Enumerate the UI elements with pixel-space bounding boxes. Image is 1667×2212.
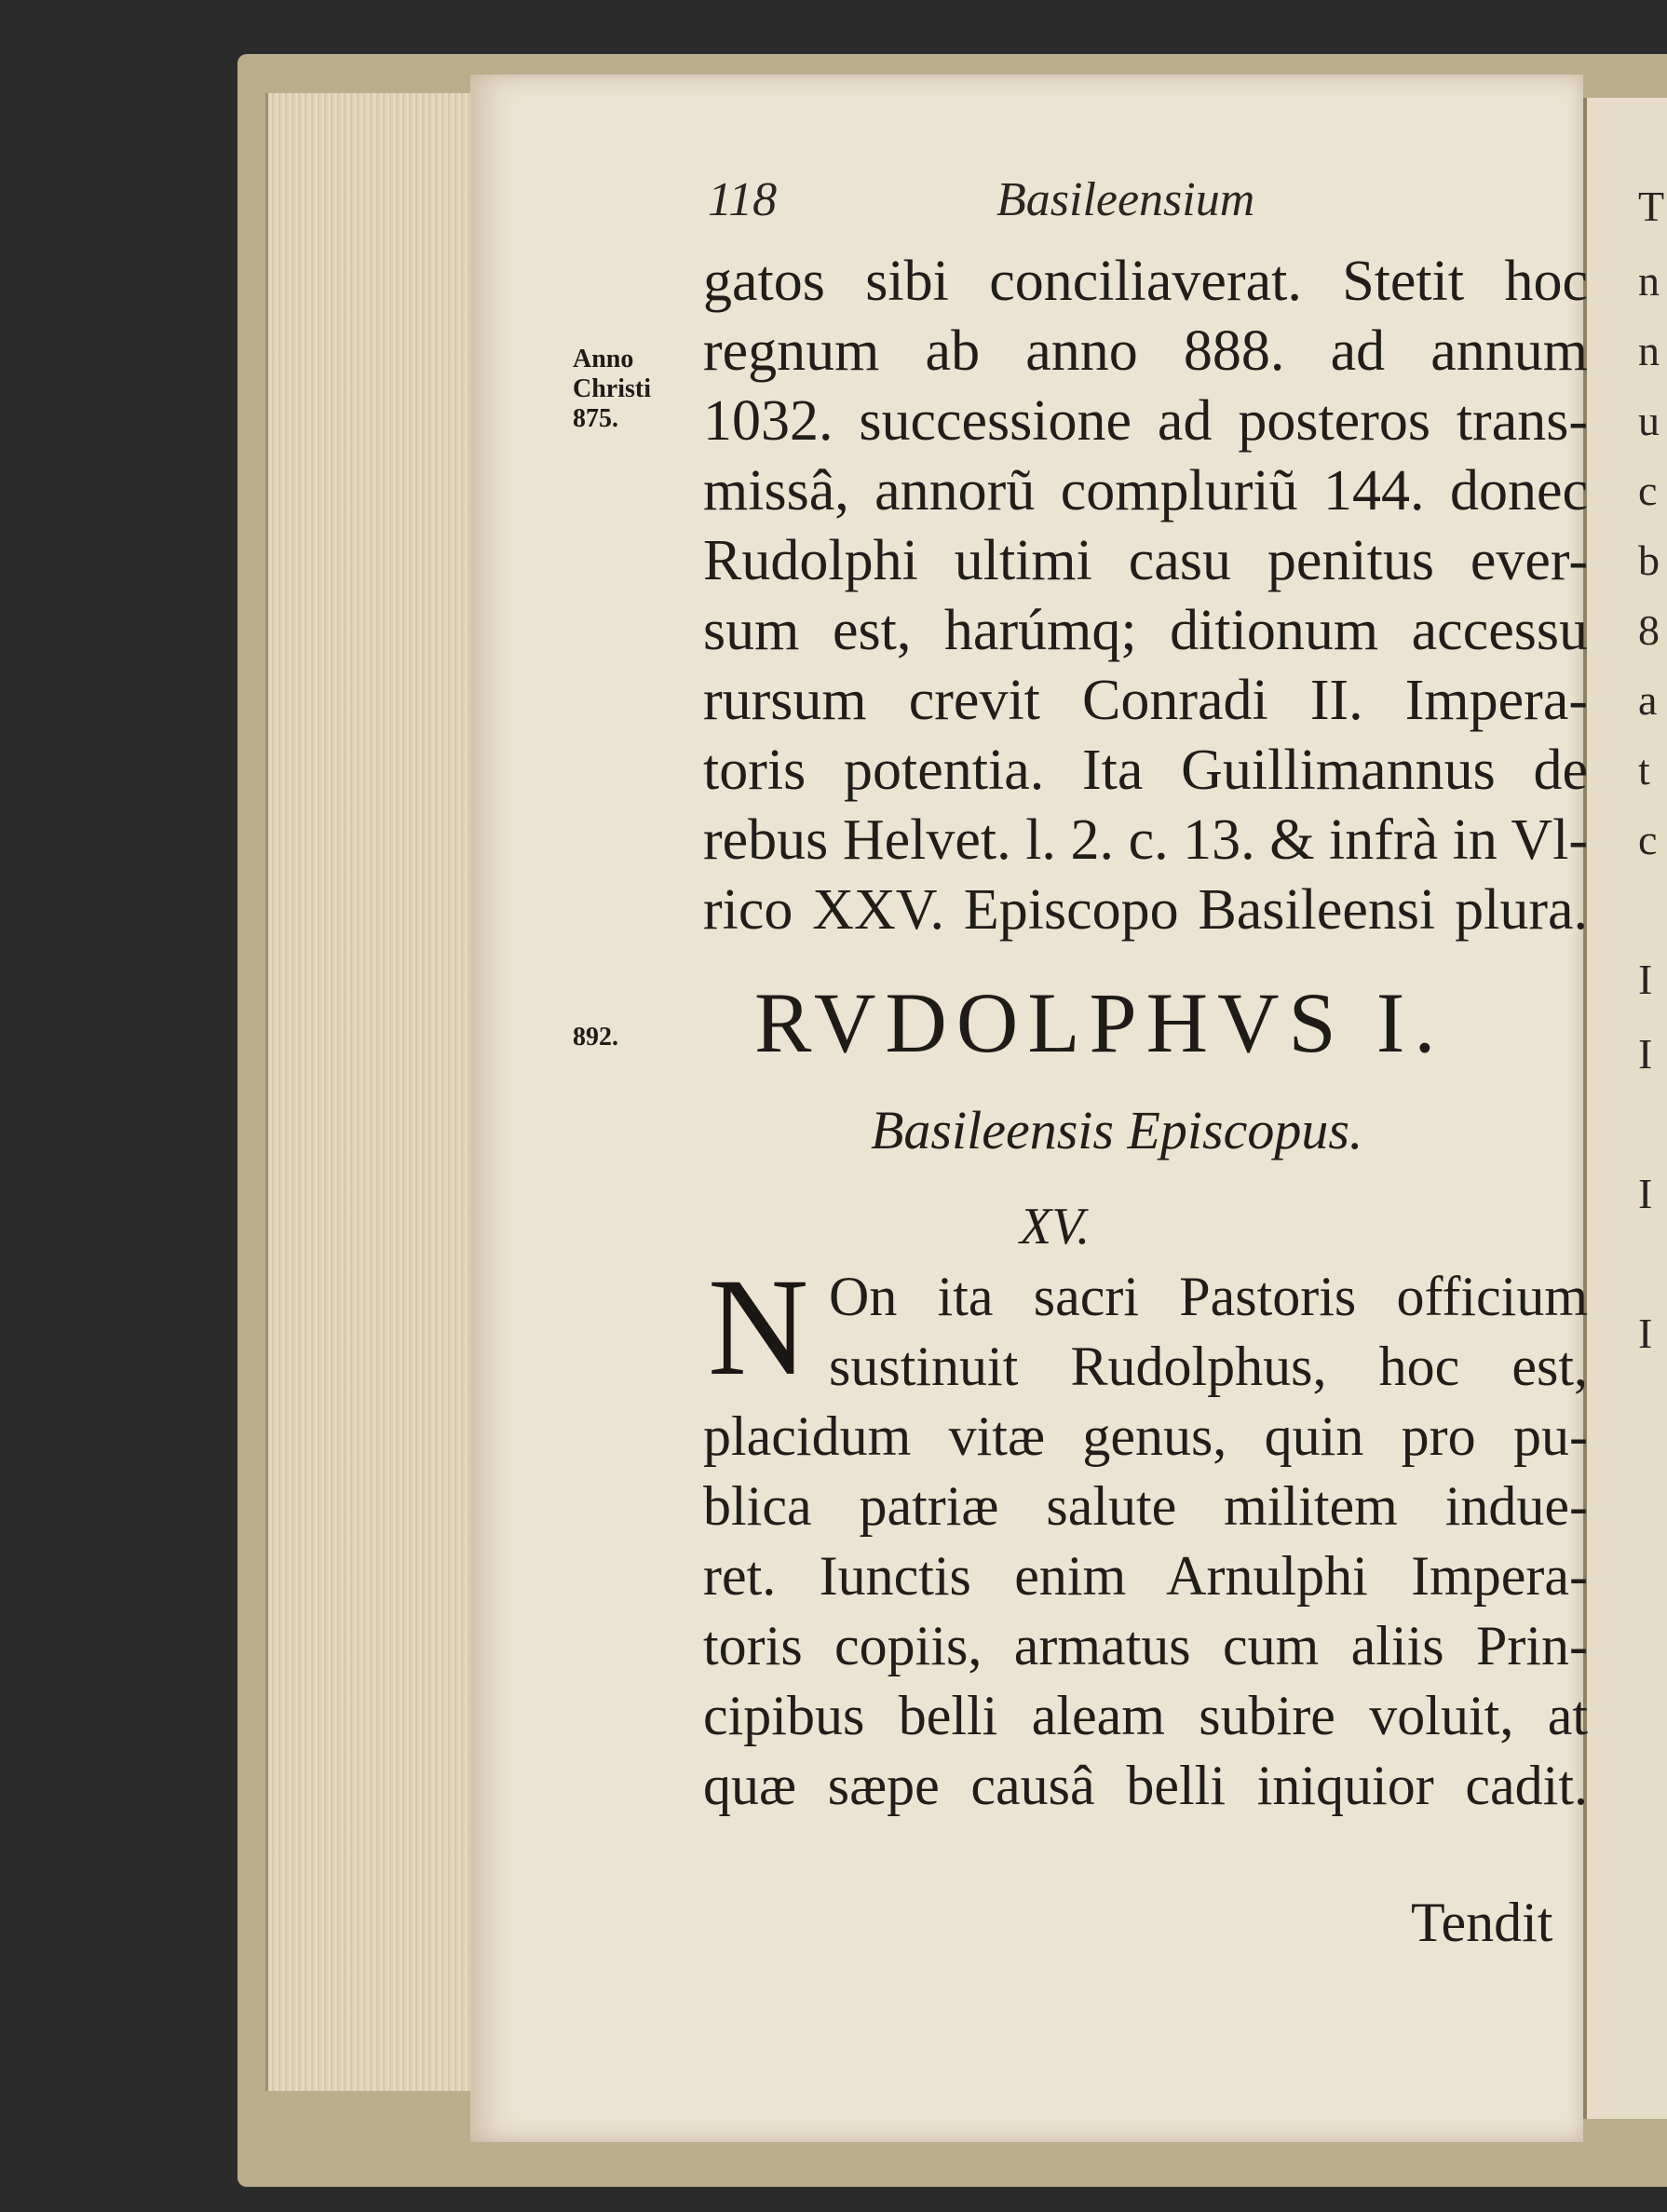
text-line: regnum ab anno 888. ad annum <box>703 319 1588 383</box>
next-page-fragment: a <box>1638 676 1658 724</box>
running-header <box>708 172 1583 237</box>
section-subheading: Basileensis Episcopus. <box>871 1100 1363 1160</box>
text-line: toris potentia. Ita Guillimannus de <box>703 739 1588 802</box>
text-line: Rudolphi ultimi casu penitus ever- <box>703 529 1588 592</box>
margin-year-875: 875. <box>573 404 618 433</box>
drop-cap: N <box>708 1250 809 1405</box>
text-line: rebus Helvet. l. 2. c. 13. & infrà in Vl- <box>703 808 1588 872</box>
text-line: rursum crevit Conradi II. Impera- <box>703 669 1588 732</box>
page-number: 118 <box>708 173 778 226</box>
next-page-fragment: c <box>1638 816 1658 863</box>
next-page-fragment: I <box>1638 956 1653 1003</box>
next-page-fragment: I <box>1638 1310 1653 1357</box>
continuation-text <box>703 247 1588 945</box>
next-page-fragment: b <box>1638 536 1660 584</box>
text-line: rico XXV. Episcopo Basileensi plura. <box>703 878 1588 942</box>
margin-christi: Christi <box>573 374 651 403</box>
next-page-fragment: t <box>1638 746 1650 794</box>
text-line: blica patriæ salute militem indue- <box>703 1475 1588 1537</box>
text-line: ret. Iunctis enim Arnulphi Impera- <box>703 1545 1588 1607</box>
text-line: sustinuit Rudolphus, hoc est, <box>829 1336 1588 1397</box>
margin-note-892 <box>573 1023 618 1052</box>
text-line: cipibus belli aleam subire voluit, at <box>703 1685 1588 1746</box>
text-line: missâ, annorũ compluriũ 144. donec <box>703 459 1588 522</box>
next-page-fragment: n <box>1638 257 1660 305</box>
paragraph-text <box>703 1262 1588 1821</box>
margin-anno: Anno <box>573 345 634 373</box>
text-line: quæ sæpe causâ belli iniquior cadit. <box>703 1755 1588 1816</box>
text-line: sum est, harúmq; ditionum accessu <box>703 599 1588 662</box>
page-edges <box>265 93 478 2091</box>
section-numeral: XV. <box>1020 1198 1091 1255</box>
next-page-fragment: n <box>1638 327 1660 374</box>
text-line: On ita sacri Pastoris officium <box>829 1266 1588 1327</box>
text-line: placidum vitæ genus, quin pro pu- <box>703 1405 1588 1467</box>
margin-year-892: 892. <box>573 1023 618 1052</box>
section-heading: RVDOLPHVS I. <box>754 975 1445 1070</box>
text-line: gatos sibi conciliaverat. Stetit hoc <box>703 250 1588 313</box>
running-title: Basileensium <box>996 173 1255 226</box>
next-page-fragment: u <box>1638 397 1660 444</box>
right-page-edge <box>1583 98 1667 2119</box>
next-page-fragment: I <box>1638 1170 1653 1217</box>
next-page-fragment: c <box>1638 467 1658 514</box>
next-page-fragment: T <box>1638 183 1665 230</box>
text-line: 1032. successione ad posteros trans- <box>703 389 1588 453</box>
margin-note-anno-christi <box>573 345 651 434</box>
next-page-fragment: 8 <box>1638 606 1660 654</box>
text-line: toris copiis, armatus cum aliis Prin- <box>703 1615 1588 1676</box>
next-page-fragment: I <box>1638 1030 1653 1078</box>
catchword: Tendit <box>1411 1892 1553 1953</box>
